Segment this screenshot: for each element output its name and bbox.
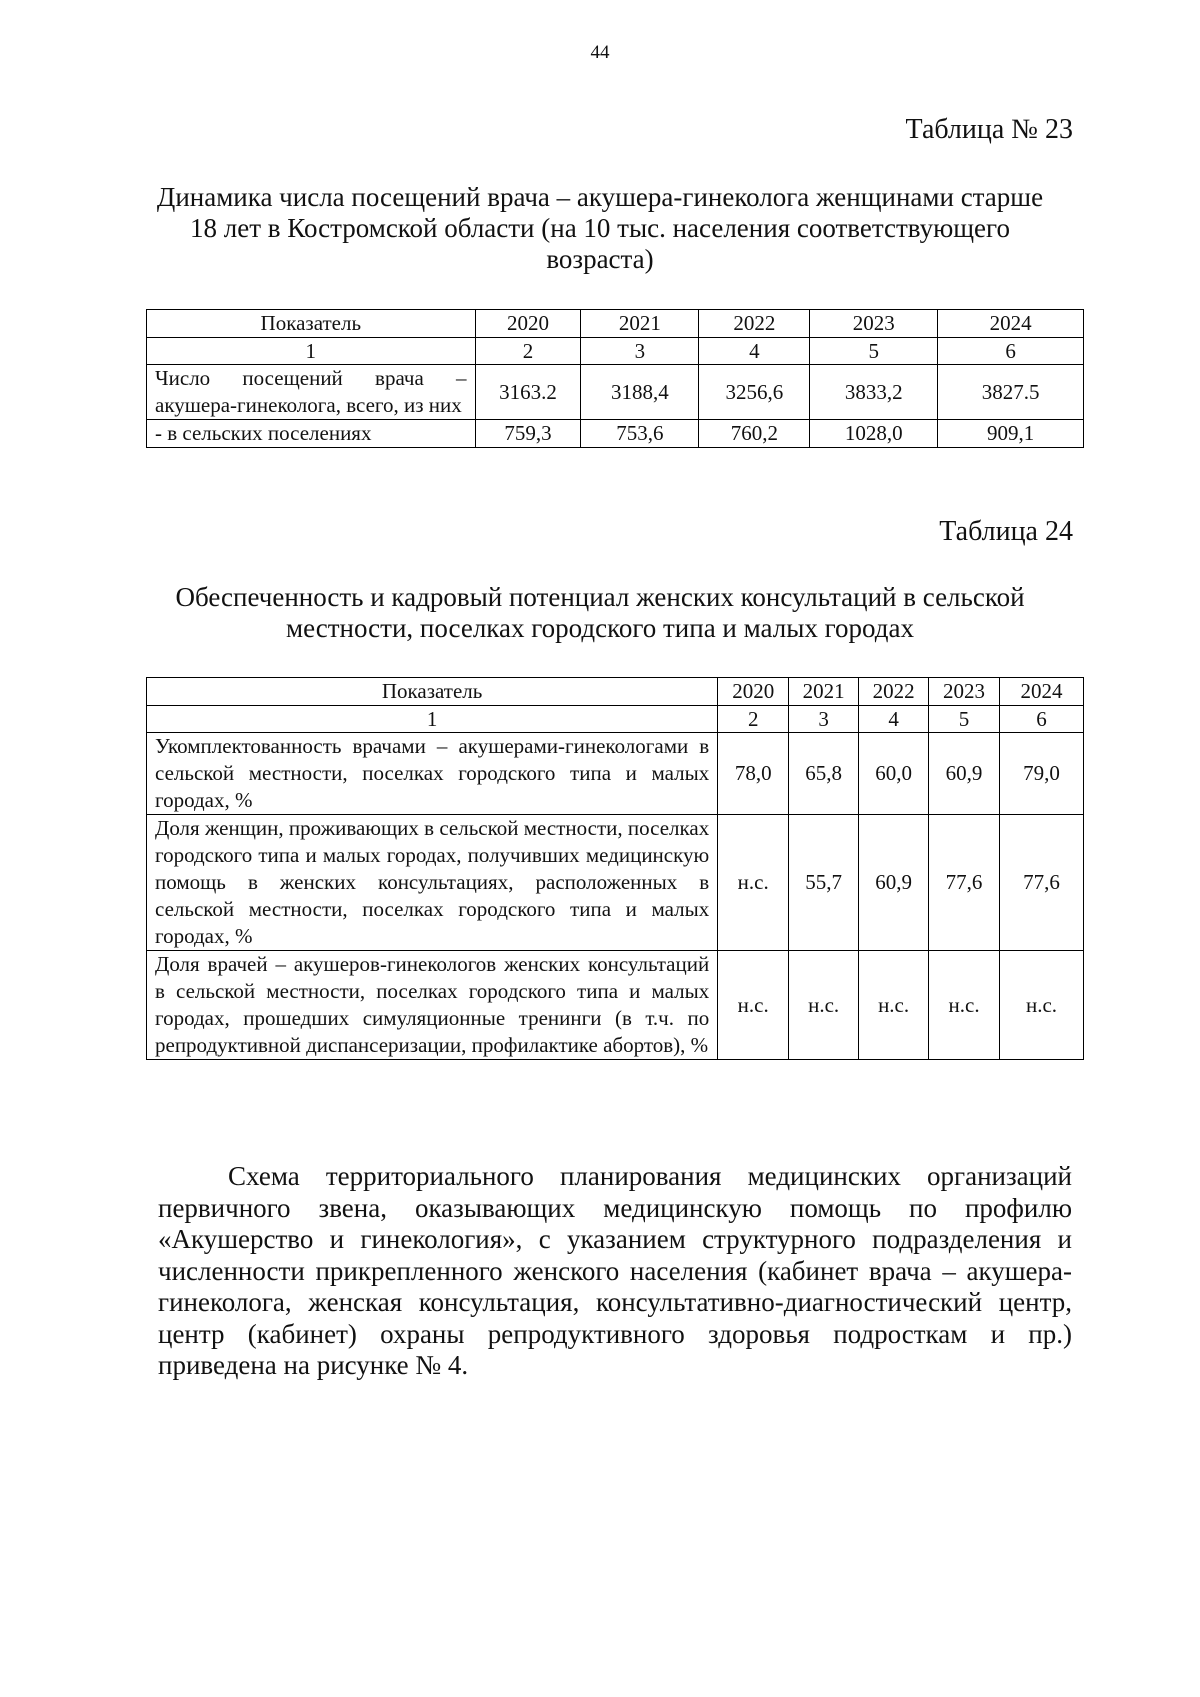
page-number: 44 bbox=[590, 42, 610, 63]
table-23-numbering-row bbox=[147, 338, 1084, 365]
value-cell: н.с. bbox=[718, 815, 789, 951]
indicator-cell: Число посещений врача – акушера-гинеколога, всего, из них bbox=[147, 365, 476, 420]
value-cell: н.с. bbox=[929, 951, 1000, 1060]
table-row bbox=[147, 951, 1084, 1060]
table-23-header-row bbox=[147, 310, 1084, 338]
table-numbering-cell: 3 bbox=[789, 706, 859, 733]
table-header-cell: 2022 bbox=[699, 310, 810, 338]
table-row bbox=[147, 365, 1084, 420]
table-numbering-cell: 2 bbox=[475, 338, 581, 365]
table-header-cell: Показатель bbox=[147, 678, 718, 706]
table-24-caption: Обеспеченность и кадровый потенциал женских консультаций в сельской местности, поселках городского типа и малых городах bbox=[175, 582, 1025, 643]
value-cell: н.с. bbox=[1000, 951, 1084, 1060]
value-cell: 60,0 bbox=[859, 733, 929, 815]
table-numbering-cell: 1 bbox=[147, 706, 718, 733]
table-header-cell: 2020 bbox=[475, 310, 581, 338]
body-paragraph: Схема территориального планирования медицинских организаций первичного звена, оказывающих медицинскую помощь по профилю «Акушерство и гинекология», с указанием структурного подразделения и численности прикрепленного женского населения (кабинет врача – акушера-гинеколога, женская консультация, консультативно-диагностический центр, центр (кабинет) охраны репродуктивного здоровья подросткам и пр.) приведена на рисунке № 4. bbox=[158, 1161, 1072, 1380]
value-cell: 3163.2 bbox=[475, 365, 581, 420]
value-cell: 65,8 bbox=[789, 733, 859, 815]
value-cell: 79,0 bbox=[1000, 733, 1084, 815]
table-header-cell: 2023 bbox=[810, 310, 938, 338]
table-header-cell: 2021 bbox=[581, 310, 699, 338]
value-cell: 753,6 bbox=[581, 420, 699, 448]
value-cell: 78,0 bbox=[718, 733, 789, 815]
value-cell: 759,3 bbox=[475, 420, 581, 448]
table-numbering-cell: 4 bbox=[859, 706, 929, 733]
table-numbering-cell: 6 bbox=[938, 338, 1084, 365]
table-numbering-cell: 3 bbox=[581, 338, 699, 365]
table-24-label: Таблица 24 bbox=[939, 516, 1073, 547]
table-numbering-cell: 5 bbox=[810, 338, 938, 365]
value-cell: 3827.5 bbox=[938, 365, 1084, 420]
value-cell: 60,9 bbox=[859, 815, 929, 951]
table-row bbox=[147, 815, 1084, 951]
indicator-cell: - в сельских поселениях bbox=[147, 420, 476, 448]
value-cell: 77,6 bbox=[929, 815, 1000, 951]
indicator-cell: Доля женщин, проживающих в сельской местности, поселках городского типа и малых городах, получивших медицинскую помощь в женских консультациях, расположенных в сельской местности, поселках городского типа и малых городах, % bbox=[147, 815, 718, 951]
value-cell: 760,2 bbox=[699, 420, 810, 448]
table-23-label: Таблица № 23 bbox=[905, 114, 1073, 145]
table-numbering-cell: 2 bbox=[718, 706, 789, 733]
table-24 bbox=[146, 677, 1084, 1060]
value-cell: 3833,2 bbox=[810, 365, 938, 420]
value-cell: 60,9 bbox=[929, 733, 1000, 815]
indicator-cell: Доля врачей – акушеров-гинекологов женских консультаций в сельской местности, поселках городского типа и малых городах, прошедших симуляционные тренинги (в т.ч. по репродуктивной диспансеризации, профилактике абортов), % bbox=[147, 951, 718, 1060]
value-cell: 3256,6 bbox=[699, 365, 810, 420]
table-23 bbox=[146, 309, 1084, 448]
value-cell: 909,1 bbox=[938, 420, 1084, 448]
table-header-cell: Показатель bbox=[147, 310, 476, 338]
table-24-numbering-row bbox=[147, 706, 1084, 733]
table-header-cell: 2024 bbox=[938, 310, 1084, 338]
table-numbering-cell: 4 bbox=[699, 338, 810, 365]
value-cell: 55,7 bbox=[789, 815, 859, 951]
table-23-caption: Динамика числа посещений врача – акушера-гинеколога женщинами старше 18 лет в Костромской области (на 10 тыс. населения соответствующего возраста) bbox=[156, 182, 1044, 274]
table-header-cell: 2022 bbox=[859, 678, 929, 706]
table-header-cell: 2023 bbox=[929, 678, 1000, 706]
table-header-cell: 2021 bbox=[789, 678, 859, 706]
table-numbering-cell: 6 bbox=[1000, 706, 1084, 733]
value-cell: 1028,0 bbox=[810, 420, 938, 448]
table-row bbox=[147, 420, 1084, 448]
table-24-header-row bbox=[147, 678, 1084, 706]
table-header-cell: 2020 bbox=[718, 678, 789, 706]
table-row bbox=[147, 733, 1084, 815]
value-cell: н.с. bbox=[859, 951, 929, 1060]
value-cell: 3188,4 bbox=[581, 365, 699, 420]
indicator-cell: Укомплектованность врачами – акушерами-гинекологами в сельской местности, поселках городского типа и малых городах, % bbox=[147, 733, 718, 815]
table-numbering-cell: 5 bbox=[929, 706, 1000, 733]
value-cell: н.с. bbox=[718, 951, 789, 1060]
table-header-cell: 2024 bbox=[1000, 678, 1084, 706]
value-cell: 77,6 bbox=[1000, 815, 1084, 951]
value-cell: н.с. bbox=[789, 951, 859, 1060]
table-numbering-cell: 1 bbox=[147, 338, 476, 365]
